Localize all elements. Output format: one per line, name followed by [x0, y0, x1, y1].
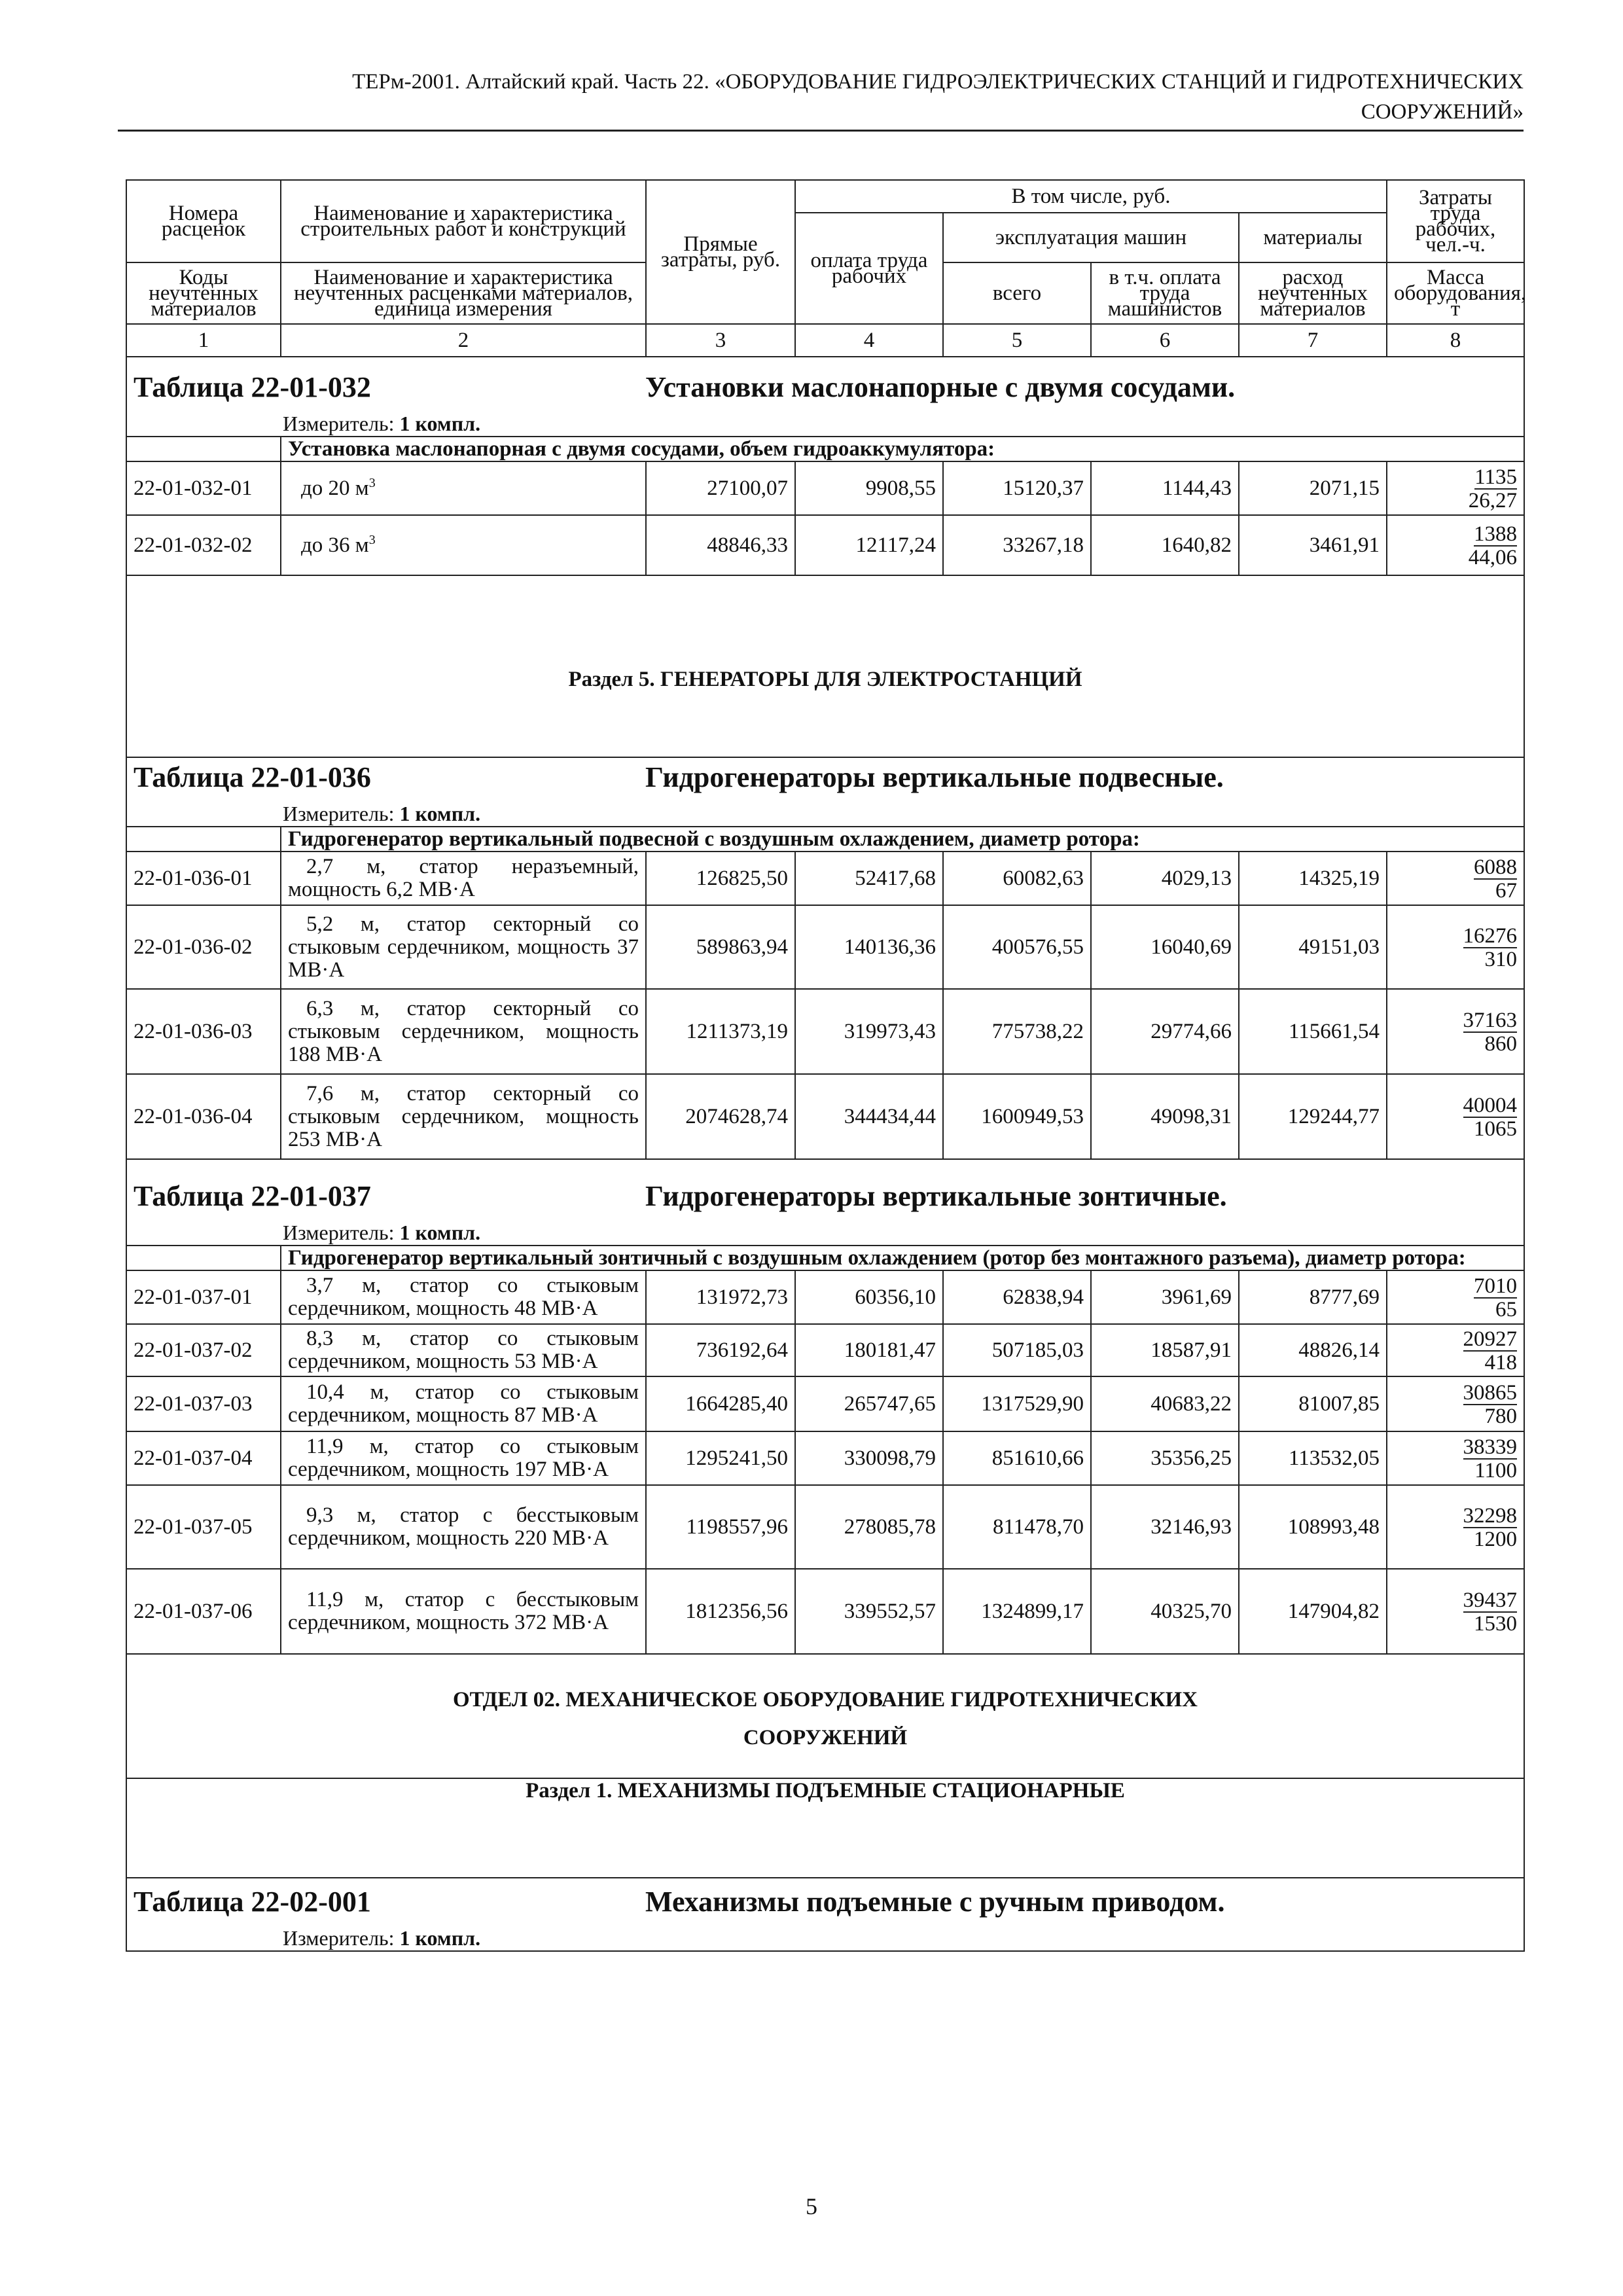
table-row	[126, 461, 1524, 515]
worker-pay: 339552,57	[795, 1569, 943, 1654]
materials-cost: 113532,05	[1239, 1431, 1387, 1485]
rate-code: 22-01-032-01	[126, 461, 281, 515]
labor-mass	[1387, 852, 1524, 905]
labor-mass	[1387, 1074, 1524, 1159]
col-material-codes: Коды неучтенных материалов	[126, 262, 281, 324]
labor-value: 6088	[1474, 855, 1518, 879]
labor-value: 1135	[1474, 465, 1518, 489]
direct-costs: 1664285,40	[646, 1376, 795, 1431]
machinist-pay: 29774,66	[1091, 989, 1239, 1074]
col-total: всего	[943, 262, 1091, 324]
machinist-pay: 32146,93	[1091, 1485, 1239, 1569]
col-number: 2	[281, 324, 646, 357]
col-materials: материалы	[1239, 213, 1387, 262]
materials-cost: 8777,69	[1239, 1270, 1387, 1324]
table-measure	[134, 1220, 1517, 1245]
rate-code: 22-01-037-02	[126, 1324, 281, 1376]
rate-code: 22-01-037-01	[126, 1270, 281, 1324]
materials-cost: 81007,85	[1239, 1376, 1387, 1431]
direct-costs: 1211373,19	[646, 989, 795, 1074]
machinist-pay: 35356,25	[1091, 1431, 1239, 1485]
machine-use: 33267,18	[943, 515, 1091, 575]
materials-cost: 2071,15	[1239, 461, 1387, 515]
rate-name-text: 8,3 м, статор со стыковым сердечником, мощность 53 МВ·А	[288, 1327, 639, 1373]
col-number: 3	[646, 324, 795, 357]
table-subheading: Гидрогенератор вертикальный подвесной с воздушным охлаждением, диаметр ротора:	[281, 827, 1524, 852]
table-number: Таблица 22-01-036	[134, 761, 371, 793]
page-number: 5	[806, 2193, 817, 2219]
table-row	[126, 1569, 1524, 1654]
table-heading	[126, 757, 1524, 827]
labor-mass	[1387, 1485, 1524, 1569]
table-row	[126, 1270, 1524, 1324]
col-material-names: Наименование и характеристика неучтенных расценками материалов, единица измерения	[281, 262, 646, 324]
header-rule	[118, 130, 1524, 132]
materials-cost: 147904,82	[1239, 1569, 1387, 1654]
labor-mass	[1387, 1431, 1524, 1485]
rate-code: 22-01-037-06	[126, 1569, 281, 1654]
rate-code: 22-01-036-04	[126, 1074, 281, 1159]
subheading-spacer	[126, 827, 281, 852]
rate-name-text: до 20 м	[301, 476, 369, 500]
machine-use: 1317529,90	[943, 1376, 1091, 1431]
materials-cost: 3461,91	[1239, 515, 1387, 575]
col-number: 7	[1239, 324, 1387, 357]
direct-costs: 736192,64	[646, 1324, 795, 1376]
mass-value: 310	[1484, 947, 1518, 971]
mass-value: 418	[1484, 1350, 1518, 1374]
machine-use: 60082,63	[943, 852, 1091, 905]
labor-value: 16276	[1463, 924, 1518, 948]
rate-name-text: 3,7 м, статор со стыковым сердечником, мощность 48 МВ·А	[288, 1274, 639, 1320]
direct-costs: 1812356,56	[646, 1569, 795, 1654]
materials-cost: 108993,48	[1239, 1485, 1387, 1569]
machine-use: 1324899,17	[943, 1569, 1091, 1654]
rate-code: 22-01-036-02	[126, 905, 281, 989]
labor-mass	[1387, 461, 1524, 515]
rate-name-text: 11,9 м, статор со стыковым сердечником, мощность 197 МВ·А	[288, 1435, 639, 1481]
rate-name	[281, 989, 646, 1074]
rate-name-text: 6,3 м, статор секторный со стыковым сердечником, мощность 188 МВ·А	[288, 996, 639, 1066]
labor-mass	[1387, 1324, 1524, 1376]
table-measure	[134, 801, 1517, 826]
col-number: 8	[1387, 324, 1524, 357]
labor-value: 30865	[1463, 1380, 1518, 1405]
table-subheading: Гидрогенератор вертикальный зонтичный с воздушным охлаждением (ротор без монтажного разъема), диаметр ротора:	[281, 1246, 1524, 1270]
table-heading	[126, 1159, 1524, 1246]
machinist-pay: 40683,22	[1091, 1376, 1239, 1431]
worker-pay: 140136,36	[795, 905, 943, 989]
worker-pay: 319973,43	[795, 989, 943, 1074]
direct-costs: 131972,73	[646, 1270, 795, 1324]
col-in-total: В том числе, руб.	[795, 180, 1387, 213]
measure-value: 1 компл.	[399, 412, 481, 435]
col-equipment-mass: Масса оборудования, т	[1387, 262, 1524, 324]
table-title: Механизмы подъемные с ручным приводом.	[645, 1886, 1225, 1918]
labor-value: 37163	[1463, 1008, 1518, 1032]
col-direct-costs: Прямые затраты, руб.	[646, 180, 795, 324]
labor-value: 7010	[1474, 1274, 1518, 1298]
col-number: 4	[795, 324, 943, 357]
col-machinist-pay: в т.ч. оплата труда машинистов	[1091, 262, 1239, 324]
direct-costs: 48846,33	[646, 515, 795, 575]
rates-table	[126, 179, 1525, 1952]
col-labor: Затраты труда рабочих, чел.-ч.	[1387, 180, 1524, 262]
machinist-pay: 1640,82	[1091, 515, 1239, 575]
rate-name-text: 9,3 м, статор с бесстыковым сердечником, мощность 220 МВ·А	[288, 1503, 639, 1550]
measure-value: 1 компл.	[399, 1221, 481, 1244]
worker-pay: 344434,44	[795, 1074, 943, 1159]
rate-name	[281, 515, 646, 575]
table-number: Таблица 22-01-032	[134, 371, 371, 403]
section-heading	[126, 1654, 1524, 1778]
labor-mass	[1387, 515, 1524, 575]
worker-pay: 330098,79	[795, 1431, 943, 1485]
machine-use: 15120,37	[943, 461, 1091, 515]
table-row	[126, 1074, 1524, 1159]
mass-value: 1065	[1474, 1117, 1518, 1141]
table-row	[126, 989, 1524, 1074]
labor-mass	[1387, 989, 1524, 1074]
labor-mass	[1387, 1569, 1524, 1654]
labor-mass	[1387, 1270, 1524, 1324]
rate-name	[281, 1376, 646, 1431]
materials-cost: 115661,54	[1239, 989, 1387, 1074]
rate-code: 22-01-037-04	[126, 1431, 281, 1485]
table-title: Гидрогенераторы вертикальные подвесные.	[645, 761, 1224, 793]
labor-value: 39437	[1463, 1588, 1518, 1612]
measure-value: 1 компл.	[399, 1926, 481, 1950]
machinist-pay: 49098,31	[1091, 1074, 1239, 1159]
machinist-pay: 18587,91	[1091, 1324, 1239, 1376]
section-heading-line: ОТДЕЛ 02. МЕХАНИЧЕСКОЕ ОБОРУДОВАНИЕ ГИДРОТЕХНИЧЕСКИХ	[452, 1688, 1198, 1712]
measure-label: Измеритель:	[283, 1221, 395, 1244]
table-heading	[126, 357, 1524, 437]
direct-costs: 589863,94	[646, 905, 795, 989]
labor-value: 1388	[1474, 522, 1518, 546]
rate-name	[281, 1485, 646, 1569]
machinist-pay: 40325,70	[1091, 1569, 1239, 1654]
worker-pay: 278085,78	[795, 1485, 943, 1569]
machinist-pay: 16040,69	[1091, 905, 1239, 989]
table-number: Таблица 22-02-001	[134, 1886, 371, 1918]
mass-value: 860	[1484, 1031, 1518, 1056]
machine-use: 775738,22	[943, 989, 1091, 1074]
mass-value: 65	[1495, 1297, 1518, 1321]
machine-use: 811478,70	[943, 1485, 1091, 1569]
measure-label: Измеритель:	[283, 1926, 395, 1950]
machine-use: 400576,55	[943, 905, 1091, 989]
rate-code: 22-01-037-05	[126, 1485, 281, 1569]
running-header-line2: СООРУЖЕНИЙ»	[1361, 100, 1524, 124]
section-heading-line: СООРУЖЕНИЙ	[743, 1726, 908, 1749]
worker-pay: 9908,55	[795, 461, 943, 515]
rate-name-text: 10,4 м, статор со стыковым сердечником, мощность 87 МВ·А	[288, 1380, 639, 1427]
table-number: Таблица 22-01-037	[134, 1180, 371, 1212]
direct-costs: 1198557,96	[646, 1485, 795, 1569]
col-worker-pay: оплата труда рабочих	[795, 213, 943, 324]
worker-pay: 60356,10	[795, 1270, 943, 1324]
rate-name-text: 7,6 м, статор секторный со стыковым сердечником, мощность 253 МВ·А	[288, 1081, 639, 1151]
mass-value: 67	[1495, 878, 1518, 903]
rate-name-text: 5,2 м, статор секторный со стыковым сердечником, мощность 37 МВ·А	[288, 912, 639, 982]
running-header-line1: ТЕРм-2001. Алтайский край. Часть 22. «ОБОРУДОВАНИЕ ГИДРОЭЛЕКТРИЧЕСКИХ СТАНЦИЙ И ГИДРОТЕХНИЧЕСКИХ	[352, 70, 1524, 94]
rate-code: 22-01-037-03	[126, 1376, 281, 1431]
labor-value: 32298	[1463, 1503, 1518, 1528]
table-row	[126, 1376, 1524, 1431]
mass-value: 26,27	[1468, 488, 1518, 512]
direct-costs: 126825,50	[646, 852, 795, 905]
materials-cost: 48826,14	[1239, 1324, 1387, 1376]
table-row	[126, 1324, 1524, 1376]
table-row	[126, 1485, 1524, 1569]
mass-value: 44,06	[1468, 545, 1518, 569]
mass-value: 780	[1484, 1404, 1518, 1428]
rate-name	[281, 905, 646, 989]
table-measure	[134, 411, 1517, 436]
materials-cost: 129244,77	[1239, 1074, 1387, 1159]
labor-value: 38339	[1463, 1435, 1518, 1459]
col-number: 5	[943, 324, 1091, 357]
machinist-pay: 4029,13	[1091, 852, 1239, 905]
rate-name-sup: 3	[368, 532, 376, 547]
table-row	[126, 515, 1524, 575]
section-heading: Раздел 1. МЕХАНИЗМЫ ПОДЪЕМНЫЕ СТАЦИОНАРНЫЕ	[126, 1778, 1524, 1878]
col-unaccounted-materials: расход неучтенных материалов	[1239, 262, 1387, 324]
worker-pay: 180181,47	[795, 1324, 943, 1376]
col-work-name: Наименование и характеристика строительных работ и конструкций	[281, 180, 646, 262]
labor-mass	[1387, 905, 1524, 989]
col-number: 1	[126, 324, 281, 357]
measure-value: 1 компл.	[399, 802, 481, 825]
machinist-pay: 3961,69	[1091, 1270, 1239, 1324]
rate-name	[281, 1270, 646, 1324]
direct-costs: 27100,07	[646, 461, 795, 515]
col-machine-use: эксплуатация машин	[943, 213, 1239, 262]
rate-code: 22-01-032-02	[126, 515, 281, 575]
mass-value: 1530	[1474, 1611, 1518, 1636]
measure-label: Измеритель:	[283, 802, 395, 825]
rate-name	[281, 1324, 646, 1376]
materials-cost: 49151,03	[1239, 905, 1387, 989]
mass-value: 1100	[1474, 1458, 1518, 1482]
rate-name	[281, 461, 646, 515]
section-heading: Раздел 5. ГЕНЕРАТОРЫ ДЛЯ ЭЛЕКТРОСТАНЦИЙ	[126, 575, 1524, 757]
machinist-pay: 1144,43	[1091, 461, 1239, 515]
rate-name	[281, 1431, 646, 1485]
table-heading	[126, 1878, 1524, 1951]
table-measure	[134, 1926, 1517, 1950]
labor-mass	[1387, 1376, 1524, 1431]
rate-name	[281, 1074, 646, 1159]
table-row	[126, 1431, 1524, 1485]
rate-name-text: 2,7 м, статор неразъемный, мощность 6,2 МВ·А	[288, 855, 639, 901]
materials-cost: 14325,19	[1239, 852, 1387, 905]
machine-use: 62838,94	[943, 1270, 1091, 1324]
machine-use: 507185,03	[943, 1324, 1091, 1376]
rate-name	[281, 852, 646, 905]
rate-code: 22-01-036-01	[126, 852, 281, 905]
table-subheading: Установка маслонапорная с двумя сосудами, объем гидроаккумулятора:	[281, 437, 1524, 461]
rate-name	[281, 1569, 646, 1654]
rate-name-text: 11,9 м, статор с бесстыковым сердечником, мощность 372 МВ·А	[288, 1588, 639, 1634]
direct-costs: 2074628,74	[646, 1074, 795, 1159]
subheading-spacer	[126, 1246, 281, 1270]
direct-costs: 1295241,50	[646, 1431, 795, 1485]
running-header	[118, 67, 1524, 127]
worker-pay: 12117,24	[795, 515, 943, 575]
labor-value: 40004	[1463, 1093, 1518, 1117]
machine-use: 1600949,53	[943, 1074, 1091, 1159]
rate-code: 22-01-036-03	[126, 989, 281, 1074]
rate-name-text: до 36 м	[301, 533, 369, 557]
table-title: Установки маслонапорные с двумя сосудами.	[645, 371, 1236, 403]
rate-name-sup: 3	[368, 475, 376, 490]
subheading-spacer	[126, 437, 281, 461]
table-title: Гидрогенераторы вертикальные зонтичные.	[645, 1180, 1227, 1212]
measure-label: Измеритель:	[283, 412, 395, 435]
col-rate-numbers: Номера расценок	[126, 180, 281, 262]
labor-value: 20927	[1463, 1327, 1518, 1351]
worker-pay: 52417,68	[795, 852, 943, 905]
col-number: 6	[1091, 324, 1239, 357]
worker-pay: 265747,65	[795, 1376, 943, 1431]
machine-use: 851610,66	[943, 1431, 1091, 1485]
table-row	[126, 905, 1524, 989]
table-row	[126, 852, 1524, 905]
mass-value: 1200	[1474, 1527, 1518, 1551]
